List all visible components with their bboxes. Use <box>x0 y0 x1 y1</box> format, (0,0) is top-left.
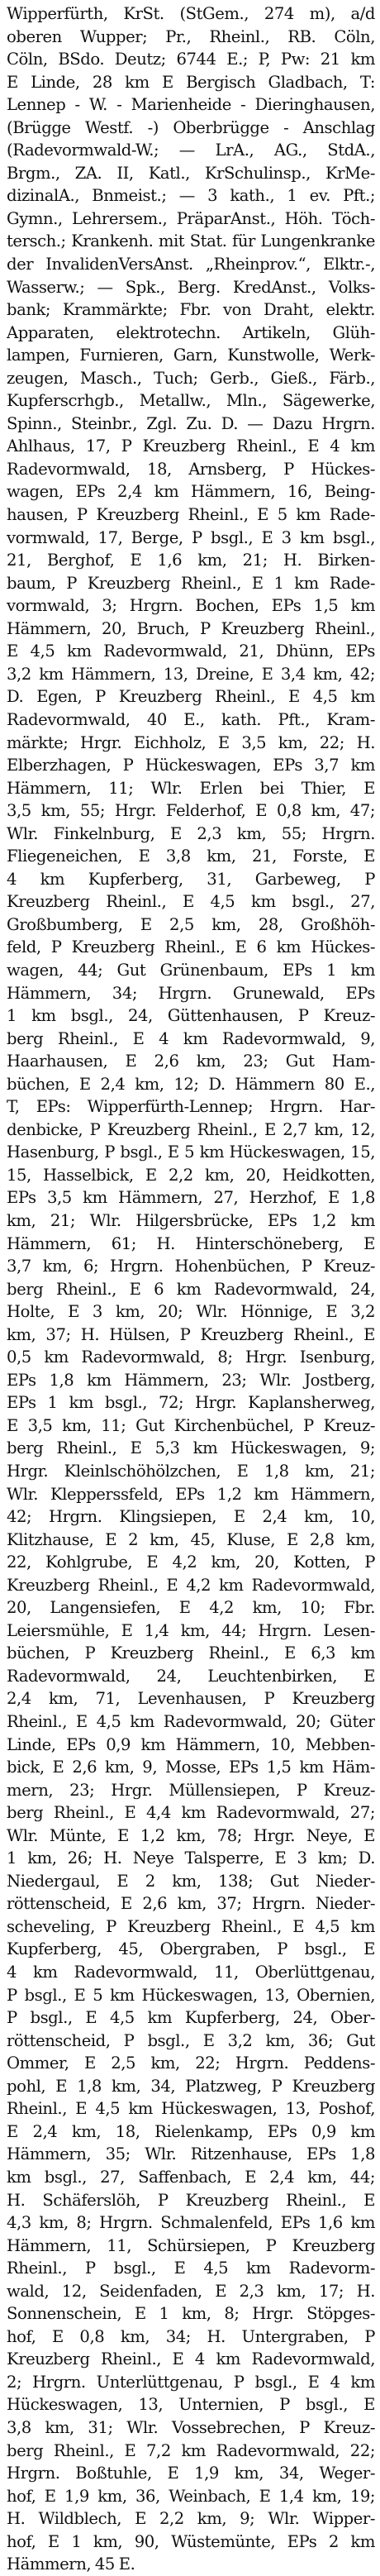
entry-line: E Linde, 28 km E Bergisch Gladbach, T: <box>7 72 375 92</box>
entry-line: Brgm., ZA. II, Katl., KrSchulinsp., KrMe- <box>7 163 375 183</box>
entry-line: km bsgl., 27, Saffenbach, E 2,4 km, 44; <box>7 2167 375 2187</box>
entry-line: vormwald, 17, Berge, P bsgl., E 3 km bsgl., <box>7 527 375 547</box>
entry-line: Rheinl., P bsgl., E 4,5 km Radevorm- <box>7 2259 375 2278</box>
entry-line: 3,7 km, 6; Hrgrn. Hohenbüchen, P Kreuz- <box>7 1257 375 1276</box>
entry-line: 0,5 km Radevormwald, 8; Hrgr. Isenburg, <box>7 1348 375 1367</box>
entry-line: Hämmern, 20, Bruch, P Kreuzberg Rheinl., <box>7 618 375 638</box>
entry-line: km, 37; H. Hülsen, P Kreuzberg Rheinl., E <box>7 1324 375 1344</box>
entry-line: Cöln, BSdo. Deutz; 6744 E.; P, Pw: 21 km <box>7 50 375 69</box>
entry-line: denbicke, P Kreuzberg Rheinl., E 2,7 km, 12, <box>7 1119 375 1139</box>
entry-line: Hämmern, 34; Hrgrn. Grunewald, EPs <box>7 983 375 1003</box>
entry-line: Sonnenschein, E 1 km, 8; Hrgr. Stöpges- <box>7 2304 375 2324</box>
entry-line: Linde, EPs 0,9 km Hämmern, 10, Mebben- <box>7 1734 375 1754</box>
entry-line: 15, Hasselbick, E 2,2 km, 20, Heidkotten, <box>7 1165 375 1185</box>
entry-line: 2,4 km, 71, Levenhausen, P Kreuzberg <box>7 1689 375 1709</box>
entry-line: (Brügge Westf. -) Oberbrügge - Anschlag <box>7 117 375 137</box>
entry-line: vormwald, 3; Hrgrn. Bochen, EPs 1,5 km <box>7 596 375 616</box>
entry-line: EPs 1 km bsgl., 72; Hrgr. Kaplansherweg, <box>7 1393 375 1413</box>
entry-line: büchen, P Kreuzberg Rheinl., E 6,3 km <box>7 1643 375 1663</box>
entry-line: berg Rheinl., E 6 km Radevormwald, 24, <box>7 1279 375 1299</box>
entry-line: feld, P Kreuzberg Rheinl., E 6 km Hückes- <box>7 937 375 957</box>
entry-line: Radevormwald, 24, Leuchtenbirken, E <box>7 1666 375 1686</box>
entry-line: baum, P Kreuzberg Rheinl., E 1 km Rade- <box>7 573 375 593</box>
entry-line: 3,2 km Hämmern, 13, Dreine, E 3,4 km, 42; <box>7 664 375 684</box>
entry-line: scheveling, P Kreuzberg Rheinl., E 4,5 km <box>7 1916 375 1936</box>
entry-line: (Radevormwald-W.; — LrA., AG., StdA., <box>7 141 375 160</box>
entry-line: bank; Krammärkte; Fbr. von Draht, elektr. <box>7 300 375 320</box>
entry-line: Gymn., Lehrersem., PräparAnst., Höh. Töch- <box>7 208 375 228</box>
entry-line: E 3,5 km, 11; Gut Kirchenbüchel, P Kreuz- <box>7 1415 375 1435</box>
entry-line: Lennep - W. - Marienheide - Dieringhausen, <box>7 95 375 115</box>
entry-line: Elberzhagen, P Hückeswagen, EPs 3,7 km <box>7 756 375 775</box>
entry-line: wagen, EPs 2,4 km Hämmern, 16, Being- <box>7 482 375 502</box>
entry-line: 4,3 km, 8; Hrgrn. Schmalenfeld, EPs 1,6 km <box>7 2213 375 2233</box>
entry-line: büchen, E 2,4 km, 12; D. Hämmern 80 E., <box>7 1074 375 1094</box>
entry-line: 20, Langensiefen, E 4,2 km, 10; Fbr. <box>7 1598 375 1618</box>
entry-line: Hasenburg, P bsgl., E 5 km Hückeswagen, 15, <box>7 1143 375 1162</box>
entry-line: Wlr. Finkelnburg, E 2,3 km, 55; Hrgrn. <box>7 823 375 843</box>
entry-line: Hämmern, 11; Wlr. Erlen bei Thier, E <box>7 778 375 798</box>
entry-line: 4 km Radevormwald, 11, Oberlüttgenau, <box>7 1963 375 1982</box>
entry-line: Kreuzberg Rheinl., E 4 km Radevormwald, <box>7 2349 375 2369</box>
entry-line: Holte, E 3 km, 20; Wlr. Hönnige, E 3,2 <box>7 1302 375 1322</box>
entry-line: hof, E 1 km, 90, Wüstemünte, EPs 2 km <box>7 2531 375 2551</box>
entry-line: oberen Wupper; Pr., Rheinl., RB. Cöln, <box>7 26 375 46</box>
entry-line: hausen, P Kreuzberg Rheinl., E 5 km Rade- <box>7 505 375 525</box>
entry-line: dizinalA., Bnmeist.; — 3 kath., 1 ev. Pft.; <box>7 186 375 206</box>
entry-line: lampen, Furnieren, Garn, Kunstwolle, Werk- <box>7 346 375 365</box>
entry-line: Wlr. Klepperssfeld, EPs 1,2 km Hämmern, <box>7 1484 375 1504</box>
entry-line: Hrgr. Kleinlschöhölzchen, E 1,8 km, 21; <box>7 1462 375 1481</box>
entry-line: Hückeswagen, 13, Unternien, P bsgl., E <box>7 2395 375 2415</box>
entry-line: T, EPs: Wipperfürth-Lennep; Hrgrn. Har- <box>7 1097 375 1117</box>
entry-line: Fliegeneichen, E 3,8 km, 21, Forste, E <box>7 847 375 866</box>
entry-line: Kupferscrhgb., Metallw., Mln., Sägewerke, <box>7 391 375 411</box>
entry-line: Niedergaul, E 2 km, 138; Gut Nieder- <box>7 1871 375 1891</box>
entry-line: H. Schäferslöh, P Kreuzberg Rheinl., E <box>7 2190 375 2210</box>
entry-line: hof, E 1,9 km, 36, Weinbach, E 1,4 km, 19; <box>7 2486 375 2506</box>
entry-line: EPs 1,8 km Hämmern, 23; Wlr. Jostberg, <box>7 1370 375 1390</box>
entry-line: Kreuzberg Rheinl., E 4,5 km bsgl., 27, <box>7 892 375 912</box>
entry-line: Wasserw.; — Spk., Berg. KredAnst., Volks- <box>7 277 375 297</box>
entry-line: mern, 23; Hrgr. Müllensiepen, P Kreuz- <box>7 1780 375 1800</box>
entry-line: berg Rheinl., E 4,4 km Radevormwald, 27; <box>7 1803 375 1823</box>
entry-line: berg Rheinl., E 7,2 km Radevormwald, 22; <box>7 2440 375 2460</box>
entry-line: Rheinl., E 4,5 km Hückeswagen, 13, Poshof, <box>7 2099 375 2119</box>
entry-line: Hämmern, 45 E. <box>7 2555 135 2574</box>
entry-line: P bsgl., E 5 km Hückeswagen, 13, Obernien, <box>7 1985 375 2005</box>
entry-line: Haarhausen, E 2,6 km, 23; Gut Ham- <box>7 1052 375 1071</box>
entry-line: berg Rheinl., E 5,3 km Hückeswagen, 9; <box>7 1438 375 1458</box>
entry-line: wald, 12, Seidenfaden, E 2,3 km, 17; H. <box>7 2281 375 2301</box>
entry-line: tersch.; Krankenh. mit Stat. für Lungenkranke <box>7 231 375 251</box>
entry-line: Hämmern, 11, Schürsiepen, P Kreuzberg <box>7 2235 375 2255</box>
entry-line: Hämmern, 61; H. Hinterschöneberg, E <box>7 1233 375 1253</box>
entry-line: der InvalidenVersAnst. „Rheinprov.“, Elktr.-, <box>7 255 375 274</box>
entry-line: 42; Hrgrn. Klingsiepen, E 2,4 km, 10, <box>7 1507 375 1527</box>
entry-line: 1 km, 26; H. Neye Talsperre, E 3 km; D. <box>7 1849 375 1868</box>
entry-line: E 4,5 km Radevormwald, 21, Dhünn, EPs <box>7 642 375 661</box>
entry-line: D. Egen, P Kreuzberg Rheinl., E 4,5 km <box>7 687 375 707</box>
entry-line: Kreuzberg Rheinl., E 4,2 km Radevormwald, <box>7 1575 375 1595</box>
entry-line: 22, Kohlgrube, E 4,2 km, 20, Kotten, P <box>7 1553 375 1572</box>
entry-line: Hrgrn. Boßtuhle, E 1,9 km, 34, Weger- <box>7 2464 375 2483</box>
entry-line: Wipperfürth, KrSt. (StGem., 274 m), a/d <box>7 4 375 23</box>
entry-line: Radevormwald, 40 E., kath. Pft., Kram- <box>7 709 375 729</box>
entry-line: H. Wildblech, E 2,2 km, 9; Wlr. Wipper- <box>7 2509 375 2529</box>
entry-line: hof, E 0,8 km, 34; H. Untergraben, P <box>7 2326 375 2346</box>
entry-line: Spinn., Steinbr., Zgl. Zu. D. — Dazu Hrgrn. <box>7 413 375 433</box>
entry-line: röttenscheid, P bsgl., E 3,2 km, 36; Gut <box>7 2030 375 2050</box>
entry-line: Leiersmühle, E 1,4 km, 44; Hrgrn. Lesen- <box>7 1620 375 1640</box>
entry-line: märkte; Hrgr. Eichholz, E 3,5 km, 22; H. <box>7 732 375 752</box>
entry-line: bick, E 2,6 km, 9, Mosse, EPs 1,5 km Häm- <box>7 1758 375 1777</box>
entry-line: 4 km Kupferberg, 31, Garbeweg, P <box>7 869 375 889</box>
entry-line: Apparaten, elektrotechn. Artikeln, Glüh- <box>7 322 375 342</box>
entry-line: 21, Berghof, E 1,6 km, 21; H. Birken- <box>7 551 375 570</box>
entry-line: zeugen, Masch., Tuch; Gerb., Gieß., Färb., <box>7 368 375 388</box>
entry-line: Hämmern, 35; Wlr. Ritzenhause, EPs 1,8 <box>7 2144 375 2164</box>
entry-line: 3,8 km, 31; Wlr. Vossebrechen, P Kreuz- <box>7 2417 375 2437</box>
entry-line: E 2,4 km, 18, Rielenkamp, EPs 0,9 km <box>7 2121 375 2141</box>
entry-line: berg Rheinl., E 4 km Radevormwald, 9, <box>7 1028 375 1048</box>
entry-line: km, 21; Wlr. Hilgersbrücke, EPs 1,2 km <box>7 1210 375 1230</box>
entry-line: Kupferberg, 45, Obergraben, P bsgl., E <box>7 1939 375 1959</box>
entry-line: 1 km bsgl., 24, Güttenhausen, P Kreuz- <box>7 1006 375 1026</box>
entry-line: Großbumberg, E 2,5 km, 28, Großhöh- <box>7 914 375 934</box>
entry-line: wagen, 44; Gut Grünenbaum, EPs 1 km <box>7 960 375 980</box>
entry-line: Radevormwald, 18, Arnsberg, P Hückes- <box>7 459 375 479</box>
entry-line: röttenscheid, E 2,6 km, 37; Hrgrn. Nieder- <box>7 1894 375 1914</box>
entry-line: Ahlhaus, 17, P Kreuzberg Rheinl., E 4 km <box>7 436 375 456</box>
entry-line: Klitzhause, E 2 km, 45, Kluse, E 2,8 km, <box>7 1529 375 1549</box>
entry-line: EPs 3,5 km Hämmern, 27, Herzhof, E 1,8 <box>7 1188 375 1208</box>
entry-line: P bsgl., E 4,5 km Kupferberg, 24, Ober- <box>7 2008 375 2028</box>
entry-line: 2; Hrgrn. Unterlüttgenau, P bsgl., E 4 km <box>7 2372 375 2392</box>
entry-line: 3,5 km, 55; Hrgr. Felderhof, E 0,8 km, 47; <box>7 801 375 821</box>
entry-line: pohl, E 1,8 km, 34, Platzweg, P Kreuzberg <box>7 2076 375 2096</box>
entry-line: Wlr. Münte, E 1,2 km, 78; Hrgr. Neye, E <box>7 1825 375 1845</box>
entry-line: Rheinl., E 4,5 km Radevormwald, 20; Güter <box>7 1712 375 1732</box>
entry-line: Ommer, E 2,5 km, 22; Hrgrn. Peddens- <box>7 2054 375 2073</box>
